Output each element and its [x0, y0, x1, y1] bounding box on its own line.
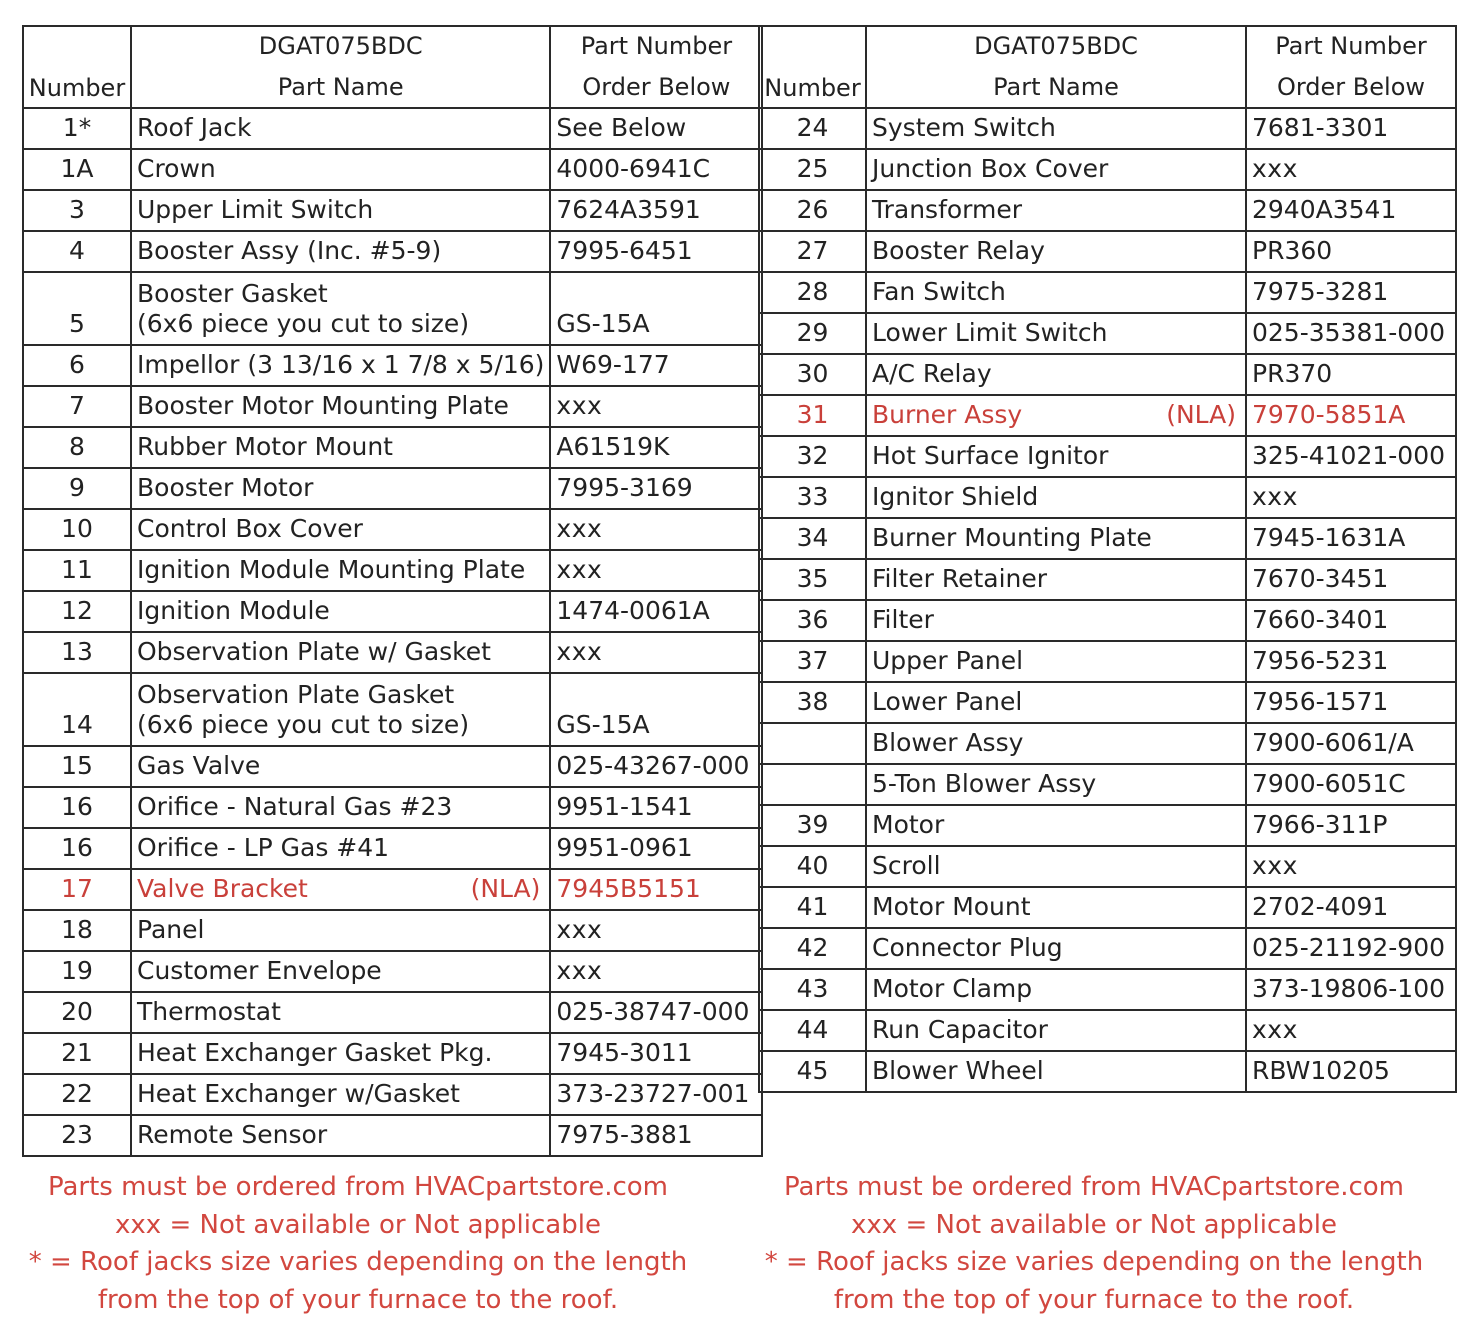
part-row — [23, 1115, 762, 1156]
part-row — [23, 231, 762, 272]
part-name: Blower Assy — [866, 723, 1246, 764]
part-name: Impellor (3 13/16 x 1 7/8 x 5/16) — [131, 345, 550, 386]
part-number-index: 36 — [759, 600, 866, 641]
note-roof-jack-line2: from the top of your furnace to the roof. — [833, 1284, 1355, 1315]
order-below-label: Order Below — [582, 73, 731, 101]
order-part-number: 9951-1541 — [550, 787, 762, 828]
order-part-number: 7975-3281 — [1246, 272, 1456, 313]
part-row — [23, 787, 762, 828]
part-row — [23, 149, 762, 190]
order-part-number: xxx — [550, 386, 762, 427]
part-name: Thermostat — [131, 992, 550, 1033]
order-part-number: xxx — [550, 509, 762, 550]
part-number-index: 8 — [23, 427, 131, 468]
part-number-index: 24 — [759, 108, 866, 149]
part-number-index: 26 — [759, 190, 866, 231]
order-part-number: RBW10205 — [1246, 1051, 1456, 1092]
part-row — [23, 468, 762, 509]
part-name: Lower Limit Switch — [866, 313, 1246, 354]
order-part-number: 7670-3451 — [1246, 559, 1456, 600]
part-name-line2: (6x6 piece you cut to size) — [137, 309, 470, 338]
order-part-number: 7945-3011 — [550, 1033, 762, 1074]
part-name: Orifice - Natural Gas #23 — [131, 787, 550, 828]
part-row — [759, 641, 1456, 682]
header-number: Number — [759, 26, 866, 108]
part-row — [759, 395, 1456, 436]
order-notes-right — [744, 1169, 1444, 1319]
header-part-name — [131, 26, 550, 108]
order-part-number: 1474-0061A — [550, 591, 762, 632]
order-part-number: 373-19806-100 — [1246, 969, 1456, 1010]
part-name-label: Part Name — [993, 73, 1119, 101]
part-name-text: Valve Bracket — [137, 874, 308, 903]
part-number-index: 43 — [759, 969, 866, 1010]
header-part-name — [866, 26, 1246, 108]
part-row — [759, 600, 1456, 641]
order-part-number: PR370 — [1246, 354, 1456, 395]
order-part-number: xxx — [550, 550, 762, 591]
part-name: A/C Relay — [866, 354, 1246, 395]
note-order-source: Parts must be ordered from HVACpartstore.com — [47, 1172, 669, 1202]
parts-table-right — [758, 25, 1457, 1093]
part-number-index: 1* — [23, 108, 131, 149]
part-name: Ignitor Shield — [866, 477, 1246, 518]
part-row — [23, 1033, 762, 1074]
part-row — [23, 869, 762, 910]
part-number-index: 5 — [23, 272, 131, 345]
order-part-number: 025-21192-900 — [1246, 928, 1456, 969]
part-row — [759, 354, 1456, 395]
part-number-index: 37 — [759, 641, 866, 682]
order-part-number: xxx — [1246, 1010, 1456, 1051]
part-name: Booster Motor Mounting Plate — [131, 386, 550, 427]
part-row — [23, 509, 762, 550]
part-name: Motor Clamp — [866, 969, 1246, 1010]
part-name: Heat Exchanger w/Gasket — [131, 1074, 550, 1115]
part-number-index: 10 — [23, 509, 131, 550]
order-part-number: 7966-311P — [1246, 805, 1456, 846]
order-part-number: 7681-3301 — [1246, 108, 1456, 149]
part-row — [759, 805, 1456, 846]
order-part-number: xxx — [550, 951, 762, 992]
part-name-text: Burner Assy — [872, 400, 1023, 429]
part-name: Orifice - LP Gas #41 — [131, 828, 550, 869]
part-number-index: 30 — [759, 354, 866, 395]
part-name: Roof Jack — [131, 108, 550, 149]
part-name — [131, 272, 550, 345]
part-row — [23, 427, 762, 468]
order-part-number: xxx — [1246, 846, 1456, 887]
part-name-line1: Observation Plate Gasket — [137, 680, 455, 709]
part-name: Ignition Module — [131, 591, 550, 632]
part-row — [759, 887, 1456, 928]
part-row — [23, 591, 762, 632]
part-name: Panel — [131, 910, 550, 951]
part-name: Filter — [866, 600, 1246, 641]
part-name: 5-Ton Blower Assy — [866, 764, 1246, 805]
order-part-number: 025-35381-000 — [1246, 313, 1456, 354]
order-part-number: 7900-6061/A — [1246, 723, 1456, 764]
part-name: Blower Wheel — [866, 1051, 1246, 1092]
part-number-index: 35 — [759, 559, 866, 600]
model-name: DGAT075BDC — [974, 32, 1138, 60]
part-number-index: 32 — [759, 436, 866, 477]
part-number-index: 1A — [23, 149, 131, 190]
part-row — [23, 828, 762, 869]
part-number-index: 42 — [759, 928, 866, 969]
part-name: Remote Sensor — [131, 1115, 550, 1156]
part-number-index: 6 — [23, 345, 131, 386]
right-parts-panel — [758, 25, 1457, 1093]
part-row — [23, 272, 762, 345]
part-number-index: 31 — [759, 395, 866, 436]
part-row — [759, 1010, 1456, 1051]
part-row — [23, 951, 762, 992]
part-name: Crown — [131, 149, 550, 190]
part-number-index: 21 — [23, 1033, 131, 1074]
part-number-index: 12 — [23, 591, 131, 632]
nla-tag: (NLA) — [1166, 400, 1236, 429]
order-part-number: 7970-5851A — [1246, 395, 1456, 436]
part-name: Customer Envelope — [131, 951, 550, 992]
order-part-number: 7975-3881 — [550, 1115, 762, 1156]
order-part-number: 7624A3591 — [550, 190, 762, 231]
part-number-index: 27 — [759, 231, 866, 272]
part-number-index: 16 — [23, 787, 131, 828]
part-name: Rubber Motor Mount — [131, 427, 550, 468]
part-name: Upper Limit Switch — [131, 190, 550, 231]
part-name-line2: (6x6 piece you cut to size) — [137, 710, 470, 739]
part-row — [23, 386, 762, 427]
part-number-index — [759, 764, 866, 805]
part-name: Ignition Module Mounting Plate — [131, 550, 550, 591]
order-part-number: 325-41021-000 — [1246, 436, 1456, 477]
order-part-number: 7995-3169 — [550, 468, 762, 509]
part-name: Filter Retainer — [866, 559, 1246, 600]
note-xxx-legend: xxx = Not available or Not applicable — [115, 1209, 601, 1240]
order-part-number: 2940A3541 — [1246, 190, 1456, 231]
part-name: Hot Surface Ignitor — [866, 436, 1246, 477]
part-number-index: 13 — [23, 632, 131, 673]
order-part-number: 9951-0961 — [550, 828, 762, 869]
order-part-number: W69-177 — [550, 345, 762, 386]
header-part-number — [550, 26, 762, 108]
part-number-index: 9 — [23, 468, 131, 509]
order-part-number: 7956-1571 — [1246, 682, 1456, 723]
note-roof-jack-line2: from the top of your furnace to the roof. — [97, 1284, 619, 1315]
order-part-number: 4000-6941C — [550, 149, 762, 190]
part-number-index: 16 — [23, 828, 131, 869]
order-part-number: 2702-4091 — [1246, 887, 1456, 928]
order-part-number: 7945-1631A — [1246, 518, 1456, 559]
part-row — [23, 190, 762, 231]
part-name: Booster Motor — [131, 468, 550, 509]
part-name: Lower Panel — [866, 682, 1246, 723]
part-name: Heat Exchanger Gasket Pkg. — [131, 1033, 550, 1074]
part-name: Connector Plug — [866, 928, 1246, 969]
part-number-index: 20 — [23, 992, 131, 1033]
part-row — [759, 846, 1456, 887]
order-part-number: xxx — [550, 632, 762, 673]
part-row — [759, 149, 1456, 190]
model-name: DGAT075BDC — [258, 32, 423, 60]
left-parts-panel — [22, 25, 763, 1157]
part-number-index: 41 — [759, 887, 866, 928]
header-number: Number — [23, 26, 131, 108]
part-row — [23, 746, 762, 787]
part-number-index: 40 — [759, 846, 866, 887]
part-name: Burner Mounting Plate — [866, 518, 1246, 559]
part-name: Run Capacitor — [866, 1010, 1246, 1051]
order-part-number: GS-15A — [550, 673, 762, 746]
part-name: Fan Switch — [866, 272, 1246, 313]
order-part-number: A61519K — [550, 427, 762, 468]
part-name-wrap — [137, 874, 544, 904]
header-row — [23, 26, 762, 108]
part-number-index: 7 — [23, 386, 131, 427]
part-row — [759, 108, 1456, 149]
order-part-number: 7956-5231 — [1246, 641, 1456, 682]
part-name: Upper Panel — [866, 641, 1246, 682]
order-part-number: xxx — [550, 910, 762, 951]
part-row — [759, 682, 1456, 723]
part-name — [131, 869, 550, 910]
note-roof-jack-line1: * = Roof jacks size varies depending on the length — [28, 1247, 688, 1277]
part-row — [759, 764, 1456, 805]
part-number-index: 4 — [23, 231, 131, 272]
part-number-index: 17 — [23, 869, 131, 910]
part-number-index: 15 — [23, 746, 131, 787]
part-name — [131, 673, 550, 746]
parts-table-left — [22, 25, 763, 1157]
part-number-index: 19 — [23, 951, 131, 992]
part-number-index: 28 — [759, 272, 866, 313]
part-row — [759, 477, 1456, 518]
part-name: Transformer — [866, 190, 1246, 231]
order-part-number: See Below — [550, 108, 762, 149]
part-number-label: Part Number — [1275, 32, 1427, 60]
part-row — [23, 673, 762, 746]
part-name: Gas Valve — [131, 746, 550, 787]
part-row — [23, 550, 762, 591]
header-part-number — [1246, 26, 1456, 108]
part-name: System Switch — [866, 108, 1246, 149]
note-order-source: Parts must be ordered from HVACpartstore.com — [783, 1172, 1405, 1202]
part-number-index: 33 — [759, 477, 866, 518]
part-row — [759, 436, 1456, 477]
part-number-index: 11 — [23, 550, 131, 591]
part-row — [23, 992, 762, 1033]
part-name-line1: Booster Gasket — [137, 279, 328, 308]
part-name: Junction Box Cover — [866, 149, 1246, 190]
part-number-index: 29 — [759, 313, 866, 354]
order-below-label: Order Below — [1276, 73, 1426, 101]
part-row — [759, 190, 1456, 231]
part-name: Observation Plate w/ Gasket — [131, 632, 550, 673]
order-part-number: 025-43267-000 — [550, 746, 762, 787]
part-name-label: Part Name — [277, 73, 404, 101]
part-number-index: 44 — [759, 1010, 866, 1051]
part-row — [759, 272, 1456, 313]
nla-tag: (NLA) — [470, 874, 541, 903]
part-number-index: 18 — [23, 910, 131, 951]
part-number-index: 23 — [23, 1115, 131, 1156]
part-number-index: 14 — [23, 673, 131, 746]
part-name: Motor Mount — [866, 887, 1246, 928]
part-row — [759, 723, 1456, 764]
order-part-number: 7995-6451 — [550, 231, 762, 272]
part-name — [866, 395, 1246, 436]
part-row — [23, 910, 762, 951]
order-part-number: 7660-3401 — [1246, 600, 1456, 641]
order-part-number: xxx — [1246, 149, 1456, 190]
part-row — [759, 518, 1456, 559]
part-row — [759, 231, 1456, 272]
part-number-index: 45 — [759, 1051, 866, 1092]
part-row — [759, 1051, 1456, 1092]
order-notes-left — [8, 1169, 708, 1319]
part-name: Booster Assy (Inc. #5-9) — [131, 231, 550, 272]
part-number-index: 39 — [759, 805, 866, 846]
part-number-index: 3 — [23, 190, 131, 231]
part-name-wrap — [872, 400, 1240, 430]
order-part-number: 7945B5151 — [550, 869, 762, 910]
order-part-number: PR360 — [1246, 231, 1456, 272]
part-row — [759, 928, 1456, 969]
order-part-number: xxx — [1246, 477, 1456, 518]
part-name: Control Box Cover — [131, 509, 550, 550]
order-part-number: GS-15A — [550, 272, 762, 345]
note-roof-jack-line1: * = Roof jacks size varies depending on the length — [764, 1247, 1424, 1277]
part-number-index: 22 — [23, 1074, 131, 1115]
part-number-index — [759, 723, 866, 764]
part-row — [759, 969, 1456, 1010]
header-row — [759, 26, 1456, 108]
part-number-index: 34 — [759, 518, 866, 559]
order-part-number: 373-23727-001 — [550, 1074, 762, 1115]
part-name: Motor — [866, 805, 1246, 846]
part-row — [759, 559, 1456, 600]
order-part-number: 025-38747-000 — [550, 992, 762, 1033]
part-name: Booster Relay — [866, 231, 1246, 272]
part-row — [23, 1074, 762, 1115]
part-number-index: 38 — [759, 682, 866, 723]
order-part-number: 7900-6051C — [1246, 764, 1456, 805]
part-row — [23, 632, 762, 673]
part-row — [23, 345, 762, 386]
part-row — [759, 313, 1456, 354]
part-name: Scroll — [866, 846, 1246, 887]
part-row — [23, 108, 762, 149]
part-number-index: 25 — [759, 149, 866, 190]
note-xxx-legend: xxx = Not available or Not applicable — [851, 1209, 1337, 1240]
part-number-label: Part Number — [580, 32, 733, 60]
